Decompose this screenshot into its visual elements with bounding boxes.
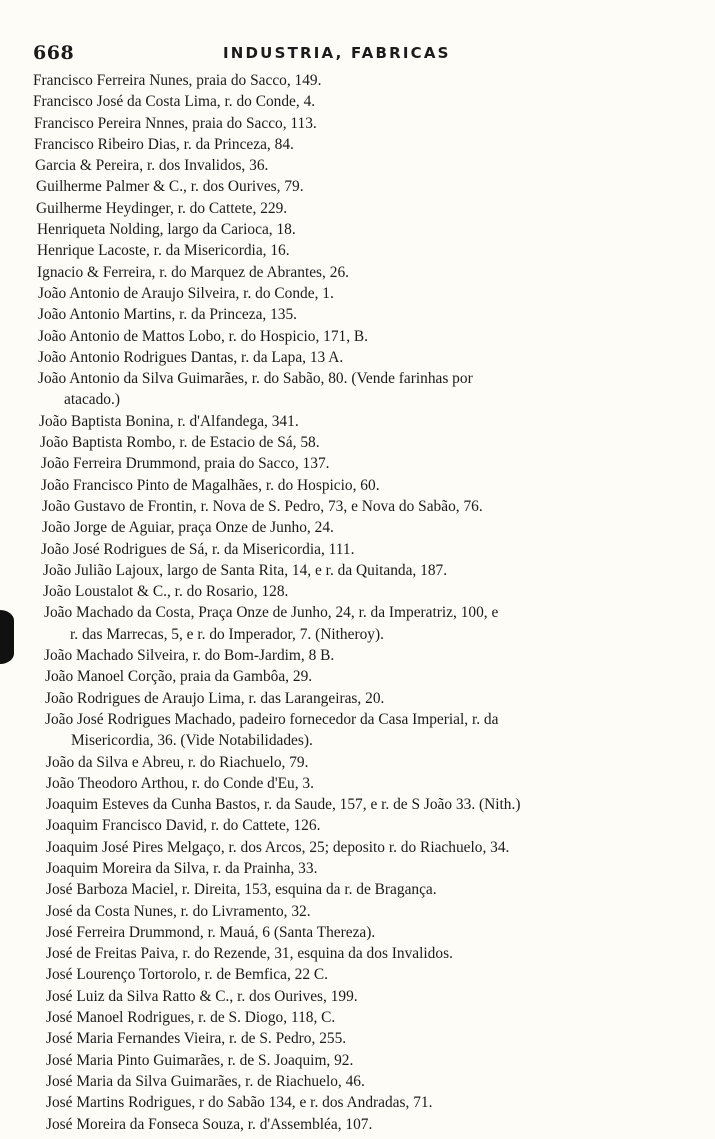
- list-item: Garcia & Pereira, r. dos Invalidos, 36.: [35, 157, 269, 175]
- list-item: João Francisco Pinto de Magalhães, r. do Hospicio, 60.: [41, 476, 380, 494]
- list-item: João Machado Silveira, r. do Bom-Jardim, 8 B.: [44, 647, 335, 665]
- list-item: João Manoel Corção, praia da Gambôa, 29.: [45, 668, 313, 686]
- list-item: João Baptista Rombo, r. de Estacio de Sá, 58.: [40, 434, 320, 452]
- list-item: Joaquim Francisco David, r. do Cattete, 126.: [46, 817, 321, 835]
- list-item: Francisco Ribeiro Dias, r. da Princeza, 84.: [34, 135, 294, 153]
- list-item: Francisco Ferreira Nunes, praia do Sacco, 149.: [33, 72, 322, 89]
- list-item: Joaquim Esteves da Cunha Bastos, r. da Saude, 157, e r. de S João 33. (Nith.): [46, 796, 521, 814]
- list-item: José da Costa Nunes, r. do Livramento, 32.: [46, 902, 311, 920]
- list-item: João Antonio de Araujo Silveira, r. do Conde, 1.: [38, 284, 334, 302]
- list-item: João Antonio da Silva Guimarães, r. do Sabão, 80. (Vende farinhas por atacado.): [38, 370, 473, 409]
- list-item: João José Rodrigues de Sá, r. da Misericordia, 111.: [41, 540, 355, 558]
- list-item: João Ferreira Drummond, praia do Sacco, 137.: [41, 455, 330, 473]
- list-item: Francisco José da Costa Lima, r. do Conde, 4.: [33, 93, 316, 111]
- list-item: José Ferreira Drummond, r. Mauá, 6 (Santa Thereza).: [46, 923, 376, 941]
- page-number: 668: [33, 42, 75, 64]
- list-item: Joaquim Moreira da Silva, r. da Prainha, 33.: [46, 859, 318, 877]
- list-item: Guilherme Palmer & C., r. dos Ourives, 79.: [36, 178, 304, 196]
- list-item: João Baptista Bonina, r. d'Alfandega, 341.: [39, 412, 299, 430]
- list-item: José Maria da Silva Guimarães, r. de Riachuelo, 46.: [46, 1072, 365, 1090]
- list-item: José Martins Rodrigues, r do Sabão 134, e r. dos Andradas, 71.: [46, 1094, 433, 1112]
- list-item: João Antonio Martins, r. da Princeza, 135.: [38, 306, 298, 324]
- list-item: José Lourenço Tortorolo, r. de Bemfica, 22 C.: [46, 966, 329, 984]
- list-item: João José Rodrigues Machado, padeiro fornecedor da Casa Imperial, r. da Misericordia, 36. (Vide Notabilidades).: [45, 710, 499, 750]
- list-item: Ignacio & Ferreira, r. do Marquez de Abrantes, 26.: [37, 263, 349, 281]
- list-item: José Maria Fernandes Vieira, r. de S. Pedro, 255.: [46, 1030, 347, 1048]
- list-item: Francisco Pereira Nnnes, praia do Sacco, 113.: [34, 114, 317, 132]
- list-item: José Maria Pinto Guimarães, r. de S. Joaquim, 92.: [46, 1051, 354, 1069]
- list-item: João Machado da Costa, Praça Onze de Junho, 24, r. da Imperatriz, 100, e r. das Marrecas, 5, e r. do Imperador, 7. (Nitheroy).: [44, 604, 499, 643]
- list-item: João Jorge de Aguiar, praça Onze de Junho, 24.: [42, 519, 334, 537]
- list-item: José de Freitas Paiva, r. do Rezende, 31, esquina da dos Invalidos.: [46, 945, 453, 963]
- list-item: Henrique Lacoste, r. da Misericordia, 16.: [37, 242, 290, 260]
- list-item: João Rodrigues de Araujo Lima, r. das Larangeiras, 20.: [45, 689, 385, 707]
- list-item: João da Silva e Abreu, r. do Riachuelo, 79.: [46, 753, 309, 771]
- list-item: João Gustavo de Frontin, r. Nova de S. Pedro, 73, e Nova do Sabão, 76.: [42, 497, 483, 515]
- entry-list: [0, 70, 715, 1135]
- running-title: INDUSTRIA, FABRICAS: [223, 44, 451, 62]
- list-item: José Luiz da Silva Ratto & C., r. dos Ourives, 199.: [46, 987, 358, 1005]
- list-item: Guilherme Heydinger, r. do Cattete, 229.: [36, 199, 288, 217]
- list-item: João Antonio de Mattos Lobo, r. do Hospicio, 171, B.: [38, 327, 369, 345]
- list-item: Joaquim José Pires Melgaço, r. dos Arcos, 25; deposito r. do Riachuelo, 34.: [46, 838, 510, 856]
- list-item: João Julião Lajoux, largo de Santa Rita, 14, e r. da Quitanda, 187.: [43, 561, 448, 579]
- list-item: Henriqueta Nolding, largo da Carioca, 18.: [37, 221, 296, 239]
- list-item: João Loustalot & C., r. do Rosario, 128.: [43, 583, 289, 601]
- list-item: José Manoel Rodrigues, r. de S. Diogo, 118, C.: [46, 1009, 336, 1027]
- list-item: João Antonio Rodrigues Dantas, r. da Lapa, 13 A.: [38, 348, 344, 366]
- list-item: José Barboza Maciel, r. Direita, 153, esquina da r. de Bragança.: [46, 881, 437, 899]
- list-item: José Moreira da Fonseca Souza, r. d'Assembléa, 107.: [46, 1115, 373, 1133]
- list-item: João Theodoro Arthou, r. do Conde d'Eu, 3.: [46, 774, 314, 792]
- page-header: [33, 42, 689, 66]
